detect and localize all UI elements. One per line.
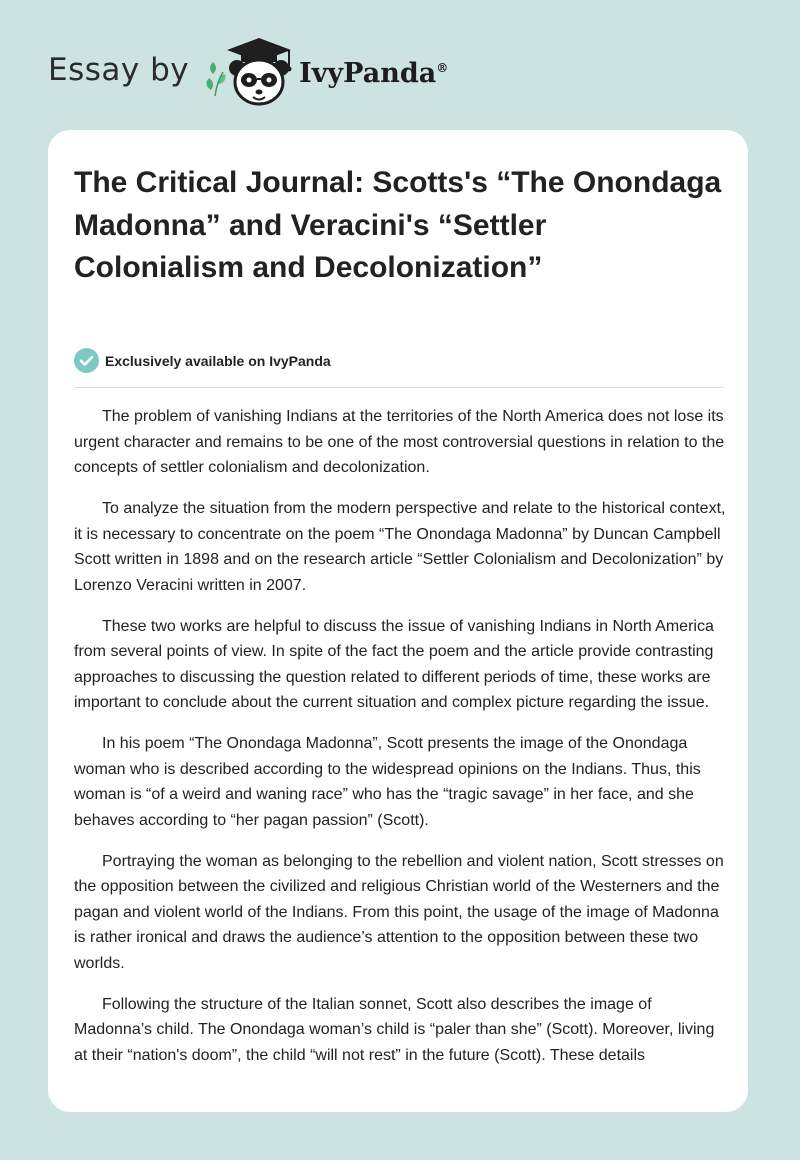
title-divider [74, 387, 724, 388]
paragraph: In his poem “The Onondaga Madonna”, Scott presents the image of the Onondaga woman who is described according to the widespread opinions on the Indians. Thus, this woman is “of a weird and waning race” who has the “tragic savage” in her face, and she behaves according to “her pagan passion” (Scott). [74, 735, 701, 829]
brand-name[interactable] [299, 58, 448, 89]
registered-mark: ® [436, 60, 449, 75]
checkmark-circle-icon [74, 348, 99, 373]
essay-by-label: Essay by [48, 52, 190, 88]
essay-title: The Critical Journal: Scotts's “The Onondaga Madonna” and Veracini's “Settler Colonialism and Decolonization” [74, 166, 722, 284]
paragraph: Following the structure of the Italian sonnet, Scott also describes the image of Madonna’s child. The Onondaga woman’s child is “paler than she” (Scott). Moreover, living at their “nation's doom”, the child “will not rest” in the future (Scott). These details [74, 995, 715, 1064]
essay-card [48, 130, 748, 1112]
paragraph: Portraying the woman as belonging to the rebellion and violent nation, Scott stresses on the opposition between the civilized and religious Christian world of the Westerners and the pagan and violent world of the Indians. From this point, the usage of the image of Madonna is rather ironical and draws the audience’s attention to the opposition between these two worlds. [74, 852, 724, 972]
exclusive-badge [74, 348, 331, 373]
brand-name-text: IvyPanda [299, 57, 437, 89]
paragraph: These two works are helpful to discuss the issue of vanishing Indians in North America from several points of view. In spite of the fact the poem and the article provide contrasting approaches to discussing the question related to different periods of time, these works are important to conclude about the current situation and complex picture regarding the issue. [74, 617, 714, 711]
exclusive-badge-text: Exclusively available on IvyPanda [105, 352, 331, 369]
essay-body [74, 404, 728, 1084]
panda-graduate-logo-icon[interactable] [203, 34, 295, 110]
site-header [48, 34, 448, 110]
paragraph: The problem of vanishing Indians at the territories of the North America does not lose its urgent character and remains to be one of the most controversial questions in relation to the concepts of settler colonialism and decolonization. [74, 408, 725, 476]
paragraph: To analyze the situation from the modern perspective and relate to the historical context, it is necessary to concentrate on the poem “The Onondaga Madonna” by Duncan Campbell Scott written in 1898 and on the research article “Settler Colonialism and Decolonization” by Lorenzo Veracini written in 2007. [74, 500, 726, 594]
